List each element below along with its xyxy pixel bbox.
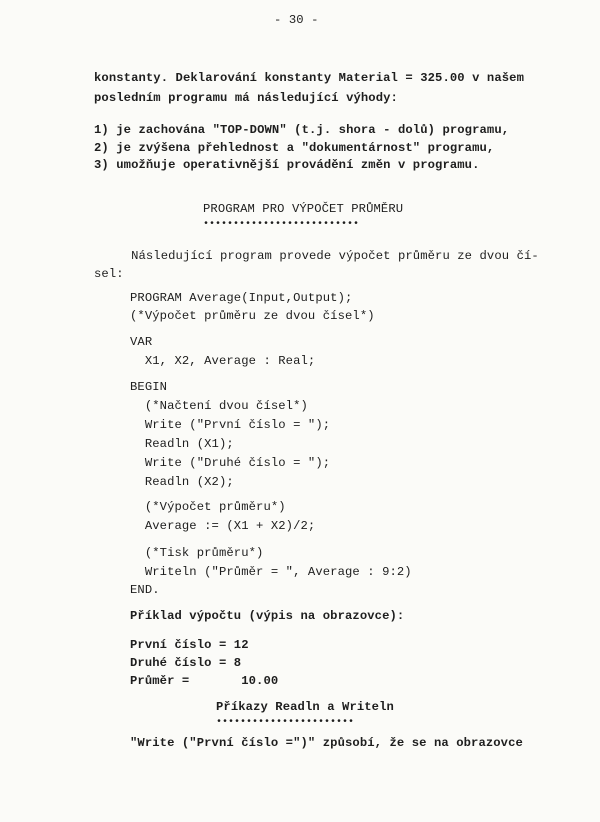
section-title-program: PROGRAM PRO VÝPOČET PRŮMĚRU bbox=[203, 202, 404, 216]
intro-line-2: posledním programu má následující výhody: bbox=[94, 91, 398, 105]
section-title-program-underline: •••••••••••••••••••••••••• bbox=[203, 219, 360, 230]
advantage-item-1: 1) je zachována "TOP-DOWN" (t.j. shora - dolů) programu, bbox=[94, 123, 510, 137]
code-line-write-2: Write ("Druhé číslo = "); bbox=[130, 456, 331, 470]
last-paragraph-line: "Write ("První číslo =")" způsobí, že se na obrazovce bbox=[130, 736, 523, 750]
example-heading: Příklad výpočtu (výpis na obrazovce): bbox=[130, 609, 405, 623]
example-output-line-3: Průměr = 10.00 bbox=[130, 674, 279, 688]
code-line-end: END. bbox=[130, 583, 160, 597]
code-line-begin: BEGIN bbox=[130, 380, 168, 394]
code-line-comment: (*Výpočet průměru ze dvou čísel*) bbox=[130, 309, 375, 323]
section-title-readln-writeln-underline: ••••••••••••••••••••••• bbox=[216, 717, 355, 728]
example-output-line-1: První číslo = 12 bbox=[130, 638, 249, 652]
code-line-assignment: Average := (X1 + X2)/2; bbox=[130, 519, 316, 533]
code-line-write-1: Write ("První číslo = "); bbox=[130, 418, 331, 432]
paragraph-line-2: sel: bbox=[94, 267, 124, 281]
code-line-var: VAR bbox=[130, 335, 153, 349]
advantage-item-3: 3) umožňuje operativnější provádění změn v programu. bbox=[94, 158, 480, 172]
code-line-readln-1: Readln (X1); bbox=[130, 437, 234, 451]
paragraph-line-1: Následující program provede výpočet průměru ze dvou čí- bbox=[94, 249, 539, 263]
code-line-comment-print: (*Tisk průměru*) bbox=[130, 546, 264, 560]
code-line-comment-input: (*Načtení dvou čísel*) bbox=[130, 399, 308, 413]
code-line-writeln: Writeln ("Průměr = ", Average : 9:2) bbox=[130, 565, 412, 579]
code-line-readln-2: Readln (X2); bbox=[130, 475, 234, 489]
example-output-line-2: Druhé číslo = 8 bbox=[130, 656, 242, 670]
code-line-declarations: X1, X2, Average : Real; bbox=[130, 354, 316, 368]
intro-line-1: konstanty. Deklarování konstanty Material = 325.00 v našem bbox=[94, 71, 524, 85]
advantage-item-2: 2) je zvýšena přehlednost a "dokumentárnost" programu, bbox=[94, 141, 495, 155]
code-line-program: PROGRAM Average(Input,Output); bbox=[130, 291, 353, 305]
page-number: - 30 - bbox=[274, 13, 319, 27]
code-line-comment-compute: (*Výpočet průměru*) bbox=[130, 500, 286, 514]
section-title-readln-writeln: Příkazy Readln a Writeln bbox=[216, 700, 394, 714]
